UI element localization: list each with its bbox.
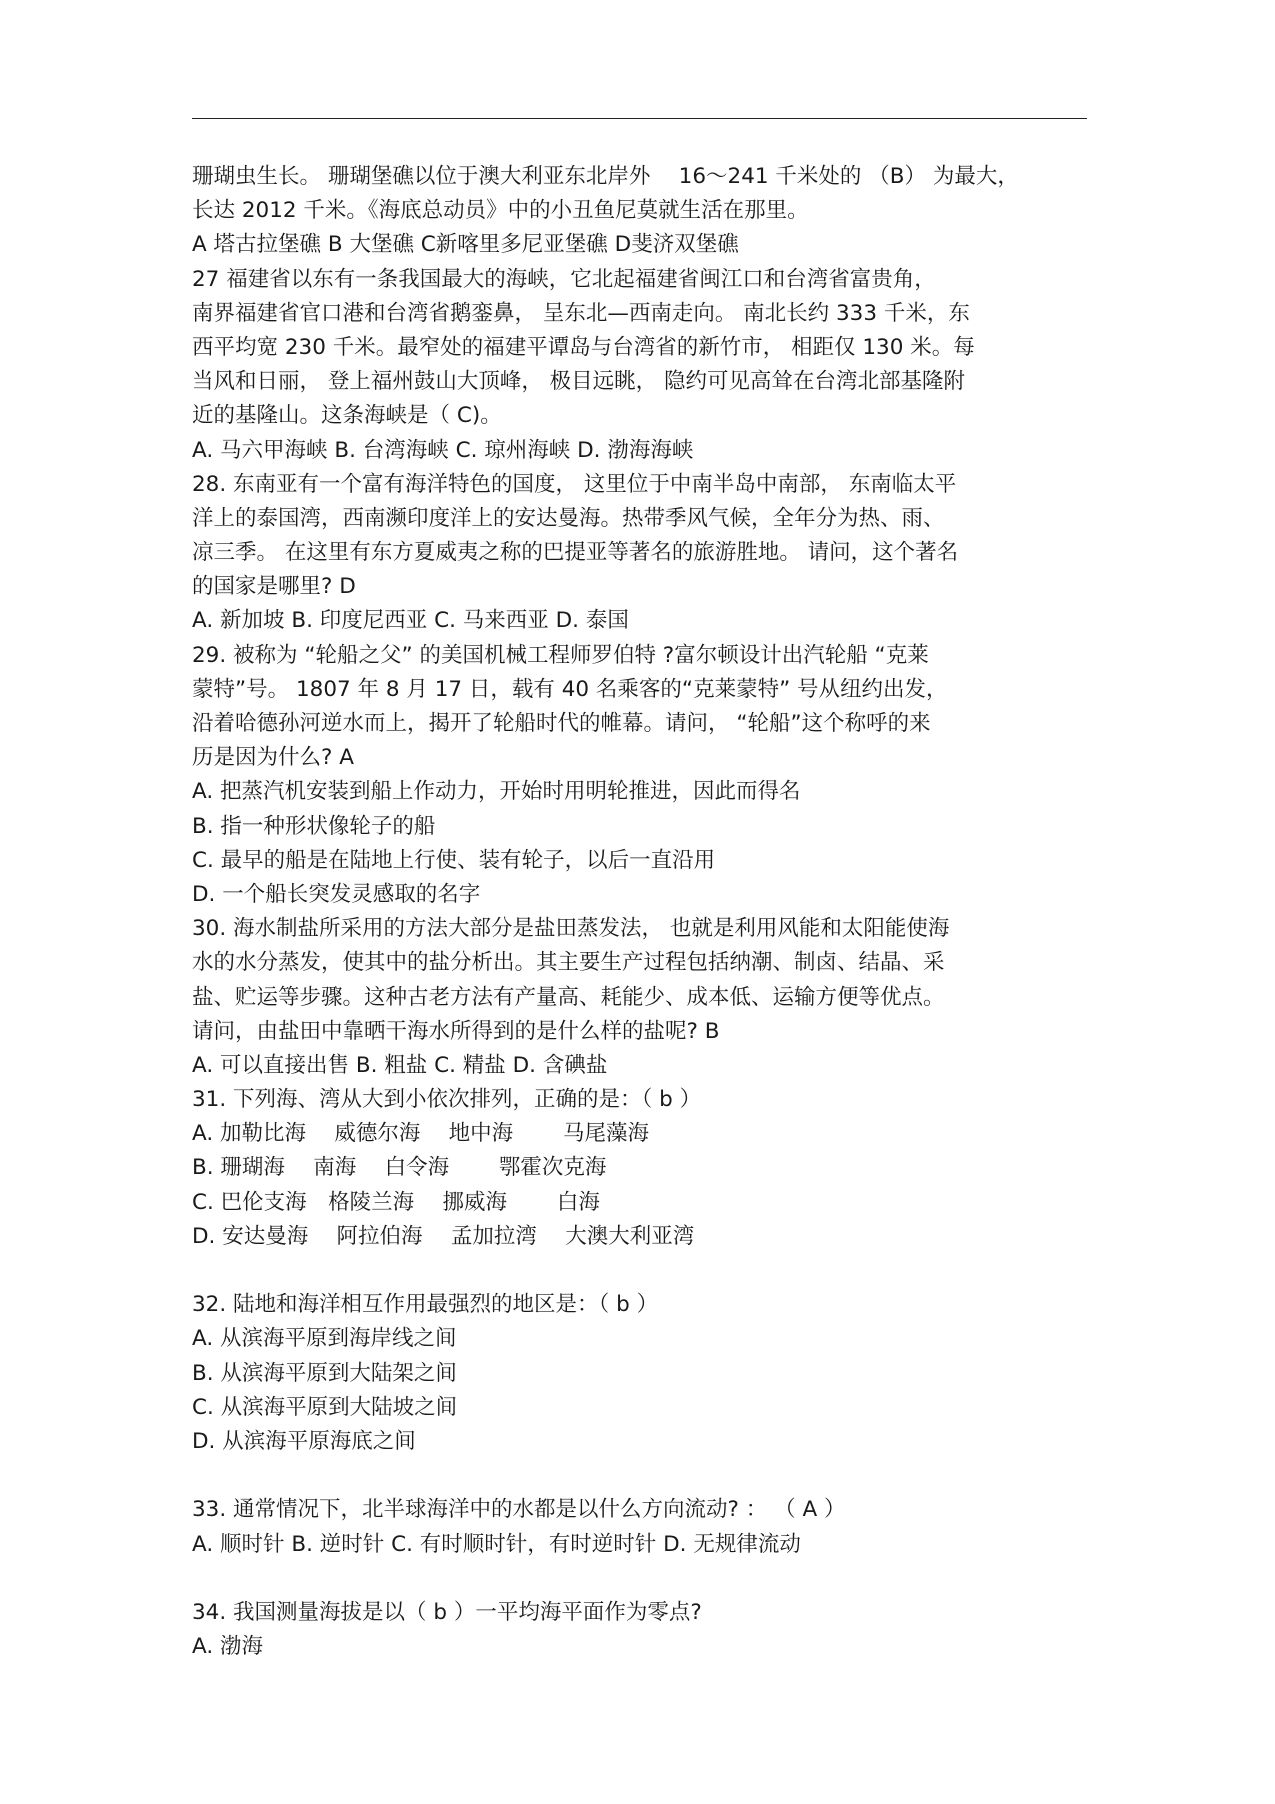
blank-line — [192, 1562, 1092, 1596]
text-line: 盐、贮运等步骤。这种古老方法有产量高、耗能少、成本低、运输方便等优点。 — [192, 984, 945, 1010]
text-line: 28. 东南亚有一个富有海洋特色的国度， 这里位于中南半岛中南部， 东南临太平 — [192, 471, 957, 497]
text-line: C. 最早的船是在陆地上行使、装有轮子，以后一直沿用 — [192, 847, 716, 873]
blank-line — [192, 1254, 1092, 1288]
text-line: 31. 下列海、湾从大到小依次排列，正确的是：（ b ） — [192, 1087, 702, 1113]
page-body — [192, 160, 1092, 1664]
text-line: A. 加勒比海 威德尔海 地中海 马尾藻海 — [192, 1121, 650, 1147]
text-line: 水的水分蒸发，使其中的盐分析出。其主要生产过程包括纳潮、制卤、结晶、采 — [192, 950, 945, 976]
text-line: C. 巴伦支海 格陵兰海 挪威海 白海 — [192, 1189, 600, 1215]
text-line: 29. 被称为 “轮船之父” 的美国机械工程师罗伯特 ?富尔顿设计出汽轮船 “克莱 — [192, 642, 929, 668]
text-line: 27 福建省以东有一条我国最大的海峡，它北起福建省闽江口和台湾省富贵角， — [192, 266, 936, 292]
text-line: A. 可以直接出售 B. 粗盐 C. 精盐 D. 含碘盐 — [192, 1052, 608, 1078]
text-line: 的国家是哪里? D — [192, 574, 356, 600]
text-line: 西平均宽 230 千米。最窄处的福建平谭岛与台湾省的新竹市， 相距仅 130 米。每 — [192, 334, 975, 360]
text-line: D. 从滨海平原海底之间 — [192, 1428, 416, 1454]
text-line: D. 一个船长突发灵感取的名字 — [192, 881, 481, 907]
text-line: 近的基隆山。这条海峡是（ C)。 — [192, 403, 502, 429]
text-line: 33. 通常情况下，北半球海洋中的水都是以什么方向流动? ： （ A ） — [192, 1497, 846, 1523]
text-line: D. 安达曼海 阿拉伯海 孟加拉湾 大澳大利亚湾 — [192, 1223, 695, 1249]
text-line: A. 顺时针 B. 逆时针 C. 有时顺时针，有时逆时针 D. 无规律流动 — [192, 1531, 801, 1557]
text-line: A. 从滨海平原到海岸线之间 — [192, 1326, 457, 1352]
text-line: 请问，由盐田中靠晒干海水所得到的是什么样的盐呢? B — [192, 1018, 720, 1044]
text-line: 洋上的泰国湾，西南濒印度洋上的安达曼海。热带季风气候，全年分为热、雨、 — [192, 505, 945, 531]
text-line: A. 新加坡 B. 印度尼西亚 C. 马来西亚 D. 泰国 — [192, 608, 629, 634]
text-line: 32. 陆地和海洋相互作用最强烈的地区是：（ b ） — [192, 1292, 659, 1318]
text-line: C. 从滨海平原到大陆坡之间 — [192, 1394, 458, 1420]
text-line: A. 马六甲海峡 B. 台湾海峡 C. 琼州海峡 D. 渤海海峡 — [192, 437, 694, 463]
text-line: A 塔古拉堡礁 B 大堡礁 C新喀里多尼亚堡礁 D斐济双堡礁 — [192, 232, 739, 258]
text-line: 当风和日丽， 登上福州鼓山大顶峰， 极目远眺， 隐约可见高耸在台湾北部基隆附 — [192, 369, 966, 395]
text-line: A. 渤海 — [192, 1634, 263, 1660]
text-line: B. 珊瑚海 南海 白令海 鄂霍次克海 — [192, 1155, 607, 1181]
text-line: 沿着哈德孙河逆水而上，揭开了轮船时代的帷幕。请问， “轮船”这个称呼的来 — [192, 711, 931, 736]
header-rule — [192, 118, 1087, 119]
text-line: 蒙特”号。 1807 年 8 月 17 日，载有 40 名乘客的“克莱蒙特” 号从纽约出发， — [192, 676, 948, 702]
text-line: 30. 海水制盐所采用的方法大部分是盐田蒸发法， 也就是利用风能和太阳能使海 — [192, 916, 950, 942]
text-line: B. 从滨海平原到大陆架之间 — [192, 1360, 457, 1386]
text-line: 南界福建省官口港和台湾省鹅銮鼻， 呈东北—西南走向。 南北长约 333 千米，东 — [192, 300, 970, 326]
text-line: 长达 2012 千米。《海底总动员》中的小丑鱼尼莫就生活在那里。 — [192, 198, 809, 224]
text-line: A. 把蒸汽机安装到船上作动力，开始时用明轮推进，因此而得名 — [192, 779, 801, 805]
text-line: 凉三季。 在这里有东方夏威夷之称的巴提亚等著名的旅游胜地。 请问，这个著名 — [192, 540, 959, 566]
text-line: B. 指一种形状像轮子的船 — [192, 813, 436, 839]
text-line: 历是因为什么? A — [192, 745, 354, 771]
blank-line — [192, 1459, 1092, 1493]
text-line: 珊瑚虫生长。 珊瑚堡礁以位于澳大利亚东北岸外 16～241 千米处的 （B） 为最大， — [192, 164, 1019, 189]
text-line: 34. 我国测量海拔是以（ b ）一平均海平面作为零点? — [192, 1599, 702, 1625]
